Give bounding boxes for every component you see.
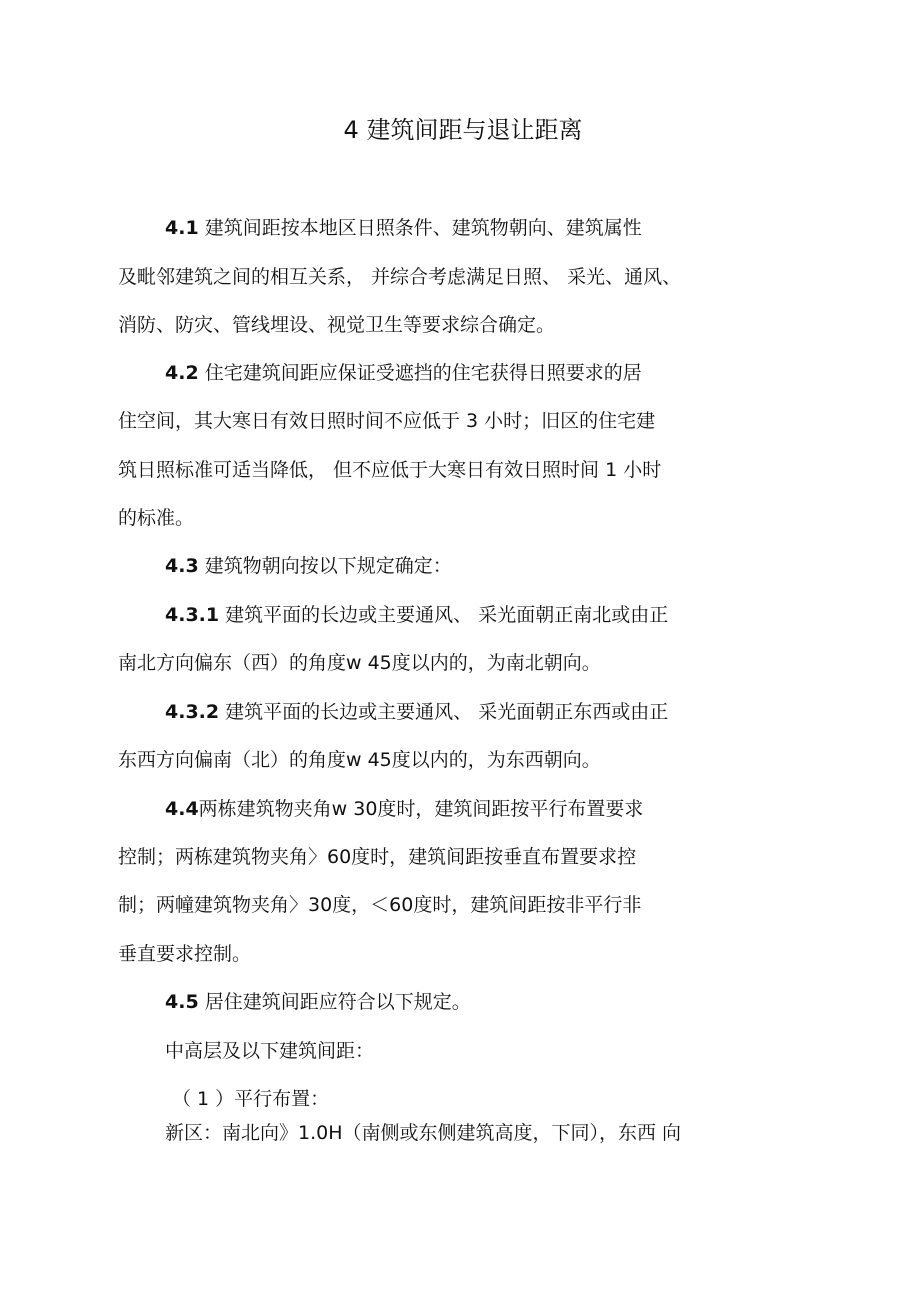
line-text: 垂直要求控制。: [118, 943, 252, 965]
clause-number: 4.4: [165, 798, 199, 820]
line-text: 东西方向偏南（北）的角度w 45度以内的，为东西朝向。: [118, 749, 601, 771]
line-text: 南北方向偏东（西）的角度w 45度以内的，为南北朝向。: [118, 652, 601, 674]
line-text: 中高层及以下建筑间距：: [165, 1040, 375, 1062]
paragraph-line: [118, 406, 655, 436]
line-text: 居住建筑间距应符合以下规定。: [198, 991, 471, 1013]
paragraph-line: [118, 310, 555, 340]
paragraph-line: [165, 600, 668, 630]
paragraph-line: [118, 890, 641, 920]
line-text: 两栋建筑物夹角w 30度时，建筑间距按平行布置要求: [198, 798, 644, 820]
line-text: （ 1 ）平行布置：: [172, 1088, 330, 1110]
line-text: 筑日照标准可适当降低， 但不应低于大寒日有效日照时间 1 小时: [118, 459, 662, 481]
paragraph-line: [165, 213, 642, 243]
line-text: 住空间，其大寒日有效日照时间不应低于 3 小时；旧区的住宅建: [118, 410, 656, 432]
line-text: 住宅建筑间距应保证受遮挡的住宅获得日照要求的居: [198, 362, 642, 384]
page-title: 4 建筑间距与退让距离: [343, 116, 583, 144]
paragraph-line: [165, 1036, 374, 1066]
line-text: 控制；两栋建筑物夹角〉60度时，建筑间距按垂直布置要求控: [118, 846, 637, 868]
line-text: 建筑平面的长边或主要通风、 采光面朝正南北或由正: [219, 604, 669, 626]
clause-number: 4.3: [165, 555, 199, 577]
line-text: 的标准。: [118, 507, 195, 529]
clause-number: 4.3.2: [165, 701, 220, 723]
paragraph-line: [118, 455, 661, 485]
paragraph-line: [165, 551, 452, 581]
line-text: 建筑平面的长边或主要通风、 采光面朝正东西或由正: [219, 701, 669, 723]
paragraph-line: [118, 842, 636, 872]
paragraph-line: [118, 745, 601, 775]
paragraph-line: [118, 648, 601, 678]
line-text: 新区：南北向》1.0H（南侧或东侧建筑高度，下同），东西 向: [165, 1122, 682, 1144]
line-text: 消防、防灾、管线埋设、视觉卫生等要求综合确定。: [118, 314, 556, 336]
paragraph-line: [165, 358, 642, 388]
clause-number: 4.5: [165, 991, 199, 1013]
paragraph-line: [165, 794, 643, 824]
line-text: 及毗邻建筑之间的相互关系， 并综合考虑满足日照、 采光、通风、: [118, 266, 682, 288]
paragraph-line: [165, 987, 471, 1017]
paragraph-line: [165, 697, 668, 727]
clause-number: 4.1: [165, 217, 199, 239]
paragraph-line: [118, 503, 194, 533]
line-text: 制；两幢建筑物夹角〉30度，＜60度时，建筑间距按非平行非: [118, 894, 642, 916]
clause-number: 4.3.1: [165, 604, 220, 626]
clause-number: 4.2: [165, 362, 199, 384]
line-text: 建筑物朝向按以下规定确定：: [198, 555, 452, 577]
line-text: 建筑间距按本地区日照条件、建筑物朝向、建筑属性: [198, 217, 642, 239]
paragraph-line: [118, 939, 251, 969]
paragraph-line: [118, 262, 681, 292]
paragraph-line: [172, 1084, 329, 1114]
paragraph-line: [165, 1118, 681, 1148]
